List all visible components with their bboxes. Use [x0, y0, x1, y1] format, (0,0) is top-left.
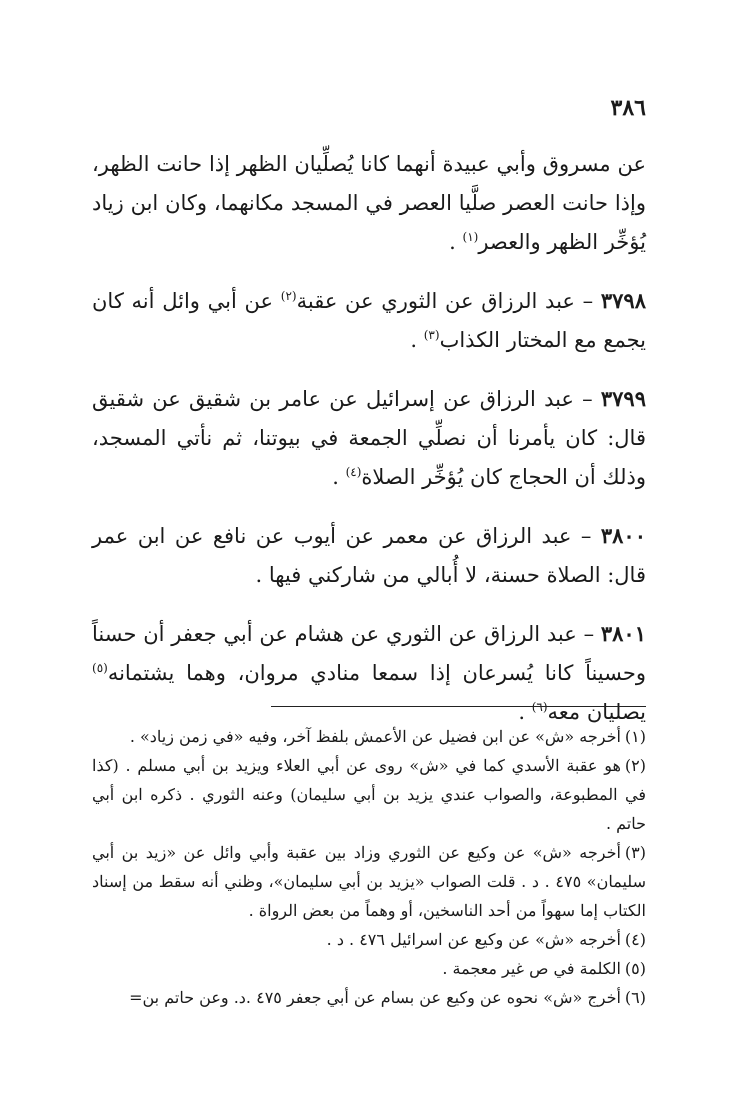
paragraph-text: يصليان معه: [547, 700, 646, 724]
paragraph-text: عن أبي وائل أنه كان يجمع مع المختار الكذاب: [92, 289, 646, 352]
footnote-mark: (٥): [624, 959, 646, 978]
footnote-text: أخرجه «ش» عن ابن فضيل عن الأعمش بلفظ آخر، وفيه «في زمن زياد» .: [129, 727, 621, 746]
hadith-number: ٣٨٠١: [600, 621, 646, 646]
footnote-ref[interactable]: (٣): [423, 328, 440, 342]
paragraph-text: – عبد الرزاق عن الثوري عن عقبة: [296, 289, 601, 313]
paragraph-text: – عبد الرزاق عن معمر عن أيوب عن نافع عن ابن عمر قال: الصلاة حسنة، لا أُبالي من شاركني فيها .: [92, 524, 646, 587]
hadith-number: ٣٧٩٨: [600, 288, 646, 313]
footnote-ref[interactable]: (٥): [92, 661, 108, 675]
footnote: [92, 925, 646, 954]
footnote-text: الكلمة في ص غير معجمة .: [442, 959, 621, 978]
footnote-text: أخرجه «ش» عن وكيع عن الثوري وزاد بين عقبة وأبي وائل عن «زيد بن أبي سليمان» ٤٧٥ . د . قلت الصواب «يزيد بن أبي سليمان»، وظني أنه سقط من إسناد الكتاب إما سهواً من أحد الناسخين، أو وهماً من بعض الرواة .: [92, 843, 646, 920]
hadith-3800: [92, 516, 646, 595]
footnote-ref[interactable]: (٤): [345, 465, 362, 479]
footnote-text: أخرجه «ش» عن وكيع عن اسرائيل ٤٧٦ . د .: [326, 930, 621, 949]
paragraph-text: – عبد الرزاق عن إسرائيل عن عامر بن شقيق عن شقيق قال: كان يأمرنا أن نصلِّي الجمعة في بيوتنا، ثم نأتي المسجد، وذلك أن الحجاج كان يُؤخِّر الصلاة: [92, 387, 646, 489]
hadith-number: ٣٨٠٠: [600, 523, 646, 548]
hadith-3801: ٣٨٠١ – عبد الرزاق عن الثوري عن هشام عن أبي جعفر أن حسناً وحسيناً كانا يُسرعان إذا سمعا منادي مروان، وهما يشتمانه$^{(٥)}$ يصليان معه$^{(٦)}$ .: [92, 621, 646, 724]
footnote-mark: (٢): [624, 756, 646, 775]
footnote-mark: (١): [624, 727, 646, 746]
footnote-mark: (٤): [624, 930, 646, 949]
paragraph-continuation: عن مسروق وأبي عبيدة أنهما كانا يُصلِّيان الظهر إذا حانت الظهر، وإذا حانت العصر صلَّيا العصر في المسجد مكانهما، وكان ابن زياد يُؤخِّر الظهر والعصر$^{(١)}$ .: [92, 152, 646, 254]
footnote: [92, 722, 646, 751]
footnote-text: أخرج «ش» نحوه عن وكيع عن بسام عن أبي جعفر ٤٧٥ .د. وعن حاتم بن=: [129, 988, 621, 1007]
footnotes: [92, 722, 646, 1012]
footnote-text: هو عقبة الأسدي كما في «ش» روى عن أبي العلاء ويزيد بن أبي مسلم . (كذا في المطبوعة، والصواب عندي يزيد بن أبي سليمان) وعنه الثوري . ذكره ابن أبي حاتم .: [92, 756, 646, 833]
footnote-ref[interactable]: (١): [462, 230, 479, 244]
footnote: [92, 954, 646, 983]
footnote: [92, 983, 646, 1012]
main-text: [92, 145, 646, 732]
footnote-mark: (٦): [624, 988, 646, 1007]
footnote-ref[interactable]: (٢): [280, 289, 297, 303]
hadith-3798: ٣٧٩٨ – عبد الرزاق عن الثوري عن عقبة$^{(٢)}$ عن أبي وائل أنه كان يجمع مع المختار الكذاب$^{(٣)}$ .: [92, 288, 646, 352]
footnote-mark: (٣): [624, 843, 646, 862]
footnote: [92, 838, 646, 925]
hadith-number: ٣٧٩٩: [600, 386, 646, 411]
hadith-3799: ٣٧٩٩ – عبد الرزاق عن إسرائيل عن عامر بن شقيق عن شقيق قال: كان يأمرنا أن نصلِّي الجمعة في بيوتنا، ثم نأتي المسجد، وذلك أن الحجاج كان يُؤخِّر الصلاة$^{(٤)}$ .: [92, 386, 646, 489]
paragraph-text: – عبد الرزاق عن الثوري عن هشام عن أبي جعفر أن حسناً وحسيناً كانا يُسرعان إذا سمعا منادي مروان، وهما يشتمانه: [92, 622, 646, 685]
footnote-divider: [271, 706, 646, 707]
paragraph-text: عن مسروق وأبي عبيدة أنهما كانا يُصلِّيان الظهر إذا حانت الظهر، وإذا حانت العصر صلَّيا العصر في المسجد مكانهما، وكان ابن زياد يُؤخِّر الظهر والعصر: [92, 152, 646, 254]
footnote: [92, 751, 646, 838]
footnote-ref[interactable]: (٦): [531, 700, 548, 714]
page-number: ٣٨٦: [610, 95, 646, 121]
